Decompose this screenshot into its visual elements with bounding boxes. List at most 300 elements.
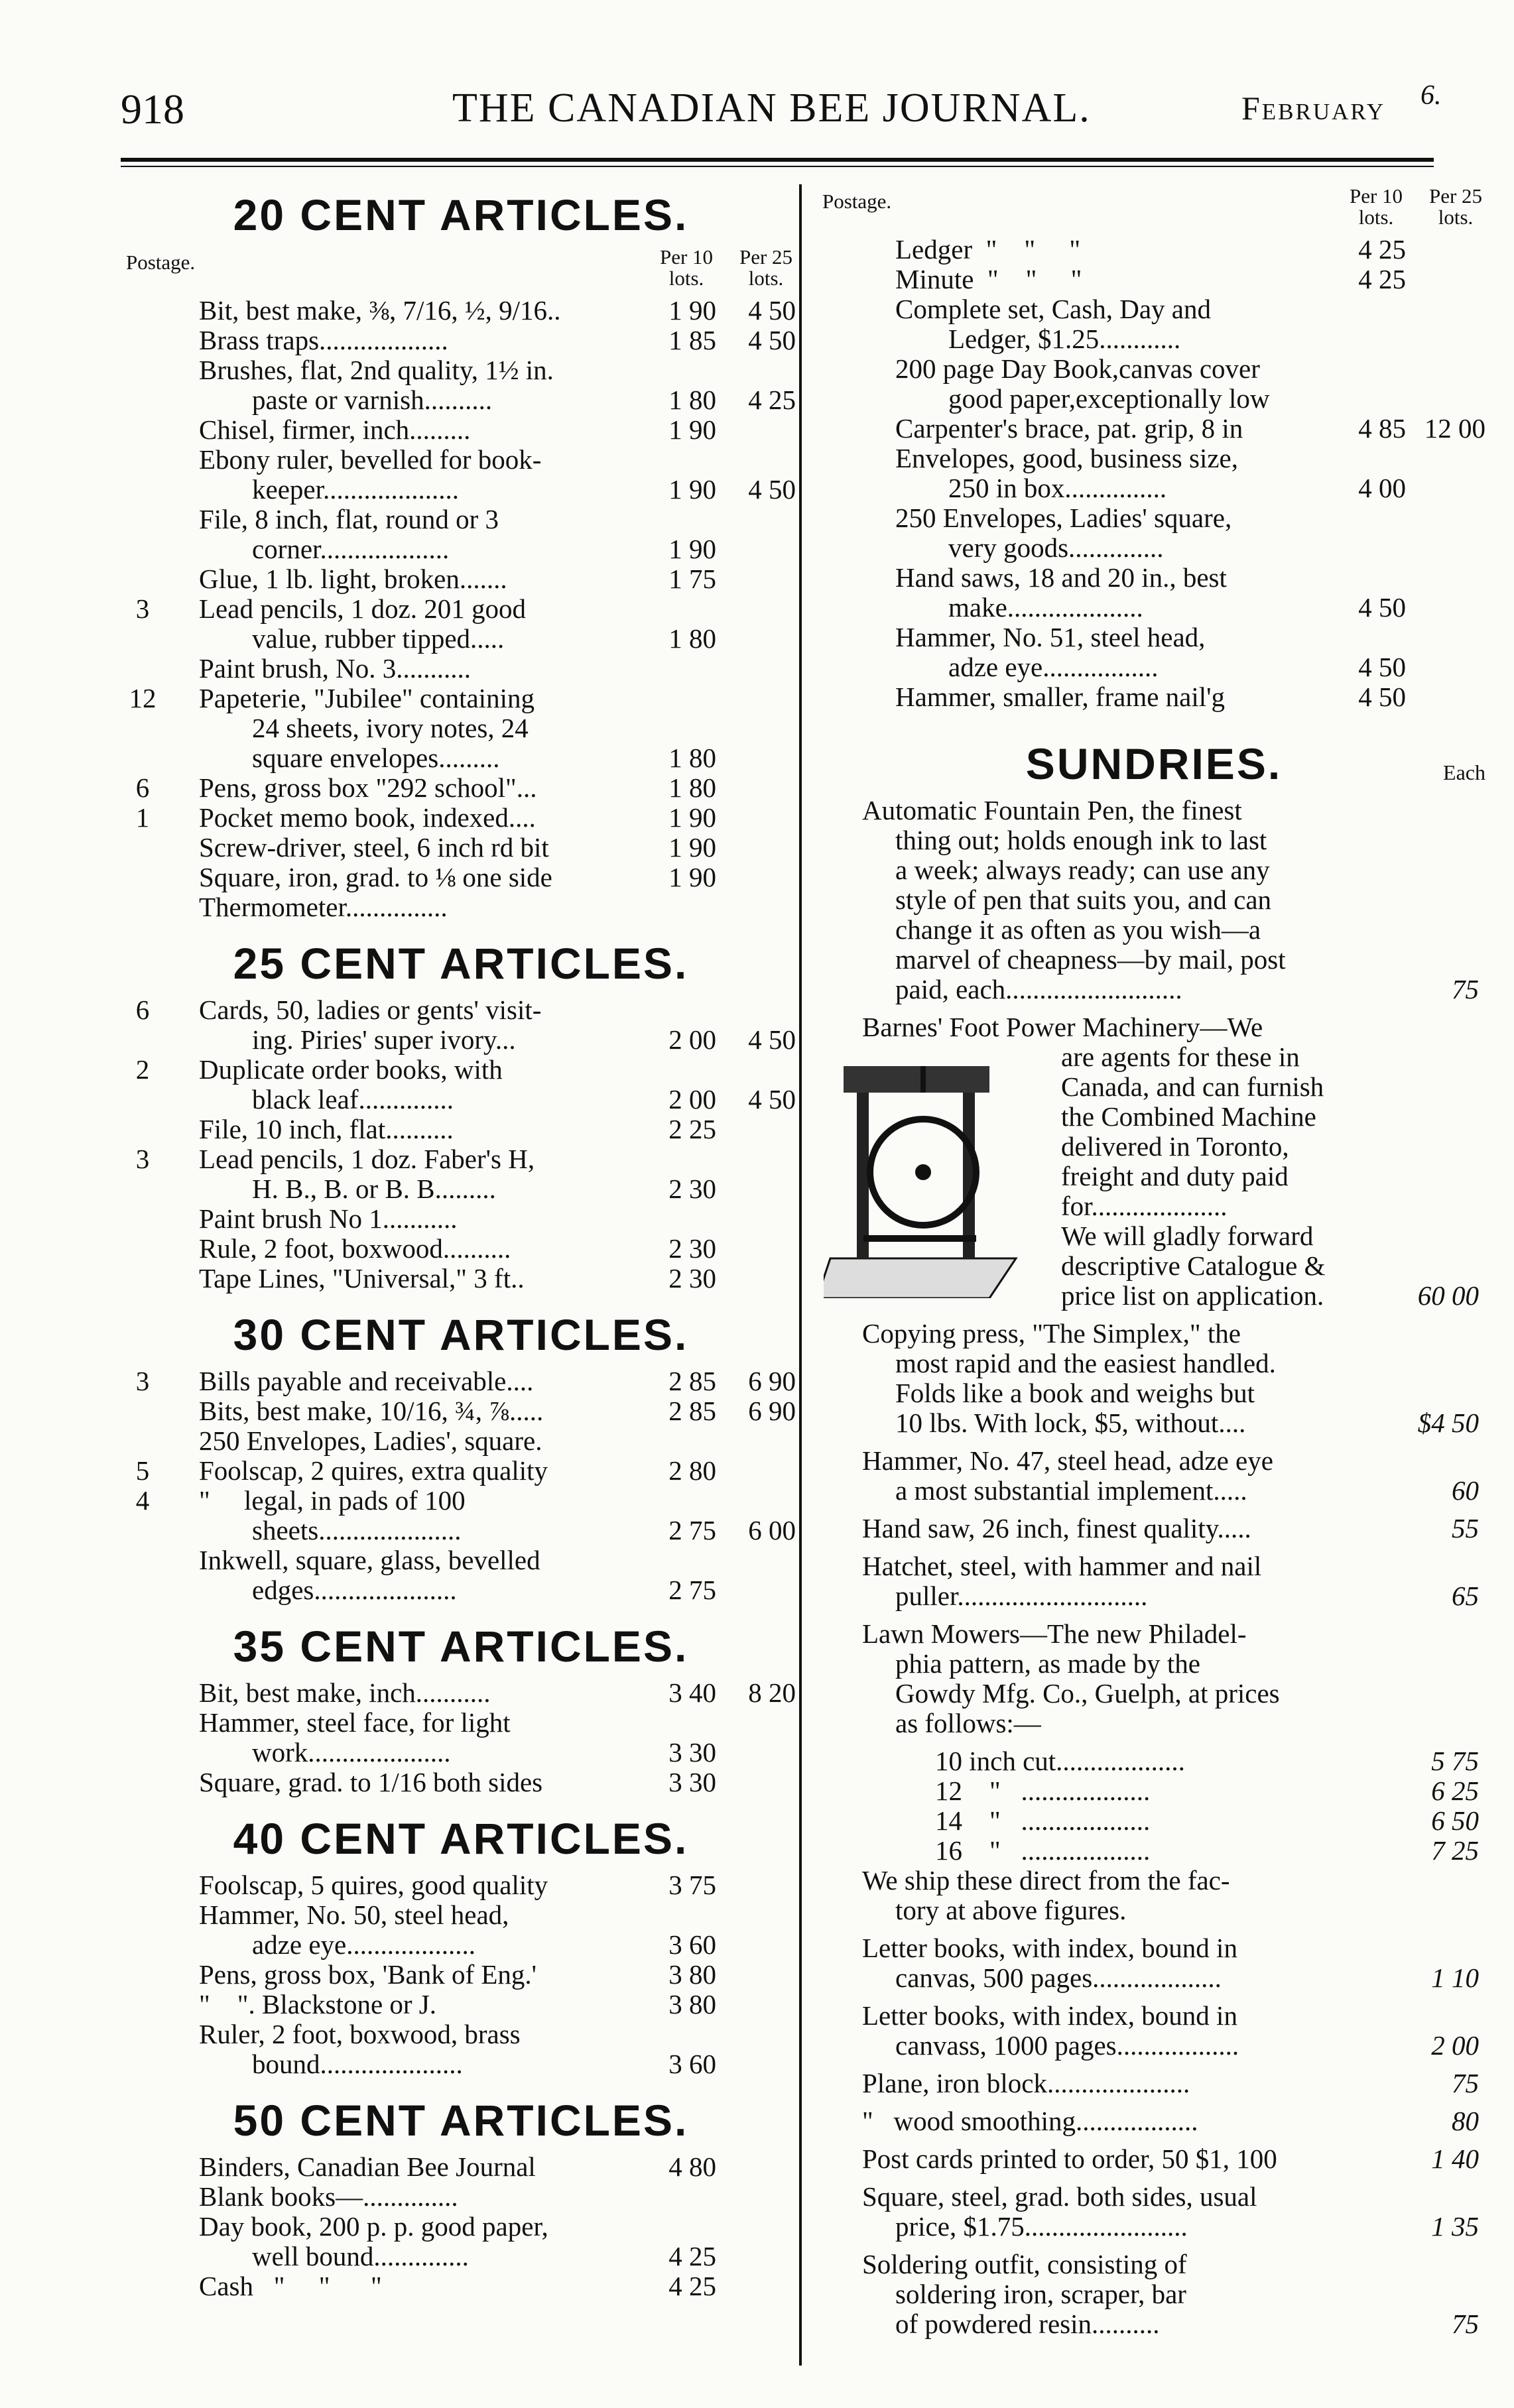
sundry-text: style of pen that suits you, and can bbox=[895, 884, 1272, 915]
price-per-10: 4 85 bbox=[1358, 413, 1406, 444]
sundry-text: Letter books, with index, bound in bbox=[862, 2000, 1237, 2031]
item-description: Lead pencils, 1 doz. 201 good bbox=[199, 593, 527, 624]
price-row bbox=[126, 1768, 796, 1797]
price-row bbox=[126, 1055, 796, 1085]
page-header bbox=[121, 80, 1442, 158]
sundry-text: We will gladly forward bbox=[1061, 1221, 1314, 1251]
each-label: Each bbox=[1443, 760, 1485, 784]
sundry-text: 16 " ................... bbox=[935, 1835, 1151, 1866]
price-row bbox=[126, 2182, 796, 2212]
item-description: bound..................... bbox=[252, 2049, 463, 2079]
item-description: adze eye................. bbox=[948, 652, 1159, 682]
item-description: 250 Envelopes, Ladies', square. bbox=[199, 1425, 542, 1456]
sundry-line bbox=[822, 1378, 1485, 1408]
item-description: sheets..................... bbox=[252, 1515, 462, 1545]
sundry-item bbox=[822, 2069, 1485, 2098]
item-description: value, rubber tipped..... bbox=[252, 623, 505, 654]
sundry-text: Plane, iron block..................... bbox=[862, 2068, 1190, 2098]
sundry-line bbox=[822, 1012, 1485, 1042]
sundry-text: Folds like a book and weighs but bbox=[895, 1378, 1255, 1408]
price-per-10: 2 25 bbox=[668, 1114, 716, 1144]
sundry-item bbox=[822, 1619, 1485, 1738]
sundry-text: Hatchet, steel, with hammer and nail bbox=[862, 1551, 1262, 1581]
sundry-item bbox=[822, 1551, 1485, 1611]
item-description: Complete set, Cash, Day and bbox=[895, 294, 1211, 324]
sundry-text: price, $1.75........................ bbox=[895, 2211, 1188, 2242]
price-row bbox=[126, 1366, 796, 1396]
price-row bbox=[822, 235, 1485, 265]
price-row bbox=[126, 1575, 796, 1605]
item-description: Day book, 200 p. p. good paper, bbox=[199, 2211, 548, 2242]
sundry-text: Automatic Fountain Pen, the finest bbox=[862, 795, 1242, 825]
price-row bbox=[126, 2049, 796, 2079]
price-row bbox=[126, 1144, 796, 1174]
price-per-25: 4 50 bbox=[748, 325, 796, 355]
sundry-text: Hammer, No. 47, steel head, adze eye bbox=[862, 1445, 1273, 1476]
item-description: Rule, 2 foot, boxwood.......... bbox=[199, 1233, 511, 1264]
price-row bbox=[126, 803, 796, 833]
sundry-text: marvel of cheapness—by mail, post bbox=[895, 944, 1286, 975]
sundry-line bbox=[822, 1776, 1485, 1806]
price-row bbox=[822, 414, 1485, 444]
price-per-10: 1 90 bbox=[668, 802, 716, 833]
price-row bbox=[126, 505, 796, 534]
price-row bbox=[822, 623, 1485, 652]
price-row bbox=[126, 2152, 796, 2182]
price-per-10: 2 30 bbox=[668, 1174, 716, 1204]
price-per-10: 1 80 bbox=[668, 772, 716, 803]
sundry-text: Barnes' Foot Power Machinery—We bbox=[862, 1012, 1263, 1042]
section-title: 25 CENT ARTICLES. bbox=[233, 939, 689, 988]
postage-qty: 12 bbox=[129, 683, 157, 713]
price-per-10: 3 60 bbox=[668, 2049, 716, 2079]
price-per-10: 4 25 bbox=[1358, 234, 1406, 265]
price-per-10: 1 90 bbox=[668, 534, 716, 564]
sundry-line bbox=[822, 1551, 1485, 1581]
sundry-item bbox=[822, 1933, 1485, 1993]
sundry-price: 55 bbox=[1452, 1513, 1479, 1543]
sundry-text: 14 " ................... bbox=[935, 1805, 1151, 1836]
section-gap bbox=[126, 1294, 796, 1305]
price-row bbox=[126, 995, 796, 1025]
sundry-text: descriptive Catalogue & bbox=[1061, 1250, 1326, 1281]
sundry-price: 6 50 bbox=[1431, 1805, 1479, 1836]
item-description: very goods.............. bbox=[948, 532, 1164, 563]
price-per-10: 4 25 bbox=[668, 2271, 716, 2301]
sundry-line bbox=[822, 1896, 1485, 1925]
sundry-price: 60 bbox=[1452, 1475, 1479, 1506]
sundry-price: 1 40 bbox=[1431, 2143, 1479, 2174]
item-description: Pens, gross box, 'Bank of Eng.' bbox=[199, 1959, 537, 1990]
price-row bbox=[126, 684, 796, 713]
sundry-line bbox=[822, 2001, 1485, 2031]
sundry-item bbox=[822, 796, 1485, 1004]
section-gap bbox=[126, 2079, 796, 2091]
sundry-line bbox=[822, 1514, 1485, 1543]
sundry-text: Square, steel, grad. both sides, usual bbox=[862, 2181, 1257, 2212]
column-divider bbox=[799, 184, 802, 2366]
item-description: File, 8 inch, flat, round or 3 bbox=[199, 504, 499, 534]
sundry-line bbox=[822, 1746, 1485, 1776]
price-per-25: 4 25 bbox=[748, 385, 796, 415]
price-per-10: 2 00 bbox=[668, 1084, 716, 1114]
price-row bbox=[126, 624, 796, 654]
item-description: Pens, gross box "292 school"... bbox=[199, 772, 537, 803]
price-row bbox=[126, 1174, 796, 1204]
price-row bbox=[126, 1456, 796, 1486]
header-rule bbox=[121, 158, 1434, 162]
item-description: Ebony ruler, bevelled for book- bbox=[199, 444, 542, 475]
sundry-line bbox=[822, 885, 1485, 915]
price-per-10: 4 50 bbox=[1358, 592, 1406, 623]
item-description: Bit, best make, ⅜, 7/16, ½, 9/16.. bbox=[199, 295, 561, 326]
price-per-25: 6 90 bbox=[748, 1366, 796, 1396]
item-description: Hammer, smaller, frame nail'g bbox=[895, 682, 1226, 712]
sundry-line bbox=[822, 1806, 1485, 1836]
sundry-text: puller............................ bbox=[895, 1581, 1148, 1611]
item-description: work..................... bbox=[252, 1737, 451, 1768]
price-row bbox=[126, 1545, 796, 1575]
price-row bbox=[126, 594, 796, 624]
sundry-text: canvas, 500 pages................... bbox=[895, 1962, 1222, 1993]
price-row bbox=[126, 1204, 796, 1234]
price-per-25: 4 50 bbox=[748, 1084, 796, 1114]
price-per-10: 3 80 bbox=[668, 1959, 716, 1990]
price-row bbox=[126, 355, 796, 385]
sundry-line bbox=[822, 825, 1485, 855]
price-row bbox=[126, 833, 796, 863]
item-description: " legal, in pads of 100 bbox=[199, 1485, 466, 1516]
price-row bbox=[822, 533, 1485, 563]
item-description: Chisel, firmer, inch......... bbox=[199, 414, 471, 445]
price-row bbox=[126, 1025, 796, 1055]
price-row bbox=[126, 1085, 796, 1114]
price-per-10: 3 30 bbox=[668, 1767, 716, 1797]
price-row bbox=[822, 294, 1485, 324]
price-per-10: 2 75 bbox=[668, 1515, 716, 1545]
price-per-10: 1 75 bbox=[668, 564, 716, 594]
price-row bbox=[126, 2212, 796, 2242]
postage-qty: 5 bbox=[135, 1455, 150, 1486]
section-gap bbox=[126, 1605, 796, 1617]
item-description: corner................... bbox=[252, 534, 450, 564]
price-per-10: 1 85 bbox=[668, 325, 716, 355]
postage-qty: 1 bbox=[135, 802, 150, 833]
sundry-item bbox=[822, 1514, 1485, 1543]
price-per-10: 4 25 bbox=[1358, 264, 1406, 294]
sundry-price: 80 bbox=[1452, 2106, 1479, 2136]
item-description: Cash " " " bbox=[199, 2271, 382, 2301]
sundry-line bbox=[822, 2106, 1485, 2136]
price-per-10: 1 90 bbox=[668, 832, 716, 863]
item-description: Hammer, No. 50, steel head, bbox=[199, 1899, 509, 1930]
left-per10-label: Per 10 lots. bbox=[659, 245, 714, 290]
sundry-price: $4 50 bbox=[1417, 1408, 1479, 1438]
sundry-item bbox=[822, 2182, 1485, 2242]
sundry-text: Copying press, "The Simplex," the bbox=[862, 1318, 1241, 1349]
price-per-10: 3 80 bbox=[668, 1989, 716, 2019]
price-row bbox=[126, 863, 796, 892]
sundry-text: Gowdy Mfg. Co., Guelph, at prices bbox=[895, 1678, 1280, 1709]
sundry-text: soldering iron, scraper, bar bbox=[895, 2279, 1186, 2309]
sundry-text: as follows:— bbox=[895, 1708, 1041, 1738]
price-per-10: 2 30 bbox=[668, 1263, 716, 1294]
sundry-price: 6 25 bbox=[1431, 1776, 1479, 1806]
sundry-line bbox=[822, 1319, 1485, 1349]
item-description: ing. Piries' super ivory... bbox=[252, 1024, 516, 1055]
sundry-item bbox=[822, 2106, 1485, 2136]
sundry-text: tory at above figures. bbox=[895, 1895, 1127, 1925]
sundry-text: of powdered resin.......... bbox=[895, 2309, 1160, 2339]
sundry-text: phia pattern, as made by the bbox=[895, 1648, 1200, 1679]
sundry-line bbox=[822, 1446, 1485, 1476]
sundry-text: Hand saw, 26 inch, finest quality..... bbox=[862, 1513, 1251, 1543]
item-description: Binders, Canadian Bee Journal bbox=[199, 2151, 536, 2182]
sundry-price: 75 bbox=[1452, 2309, 1479, 2339]
price-row bbox=[126, 2242, 796, 2271]
price-per-25: 4 50 bbox=[748, 1024, 796, 1055]
right-per10-label: Per 10 lots. bbox=[1349, 184, 1403, 229]
price-row bbox=[126, 2271, 796, 2301]
price-per-10: 2 75 bbox=[668, 1575, 716, 1605]
price-row bbox=[126, 1960, 796, 1990]
item-description: well bound.............. bbox=[252, 2241, 469, 2271]
price-per-10: 3 40 bbox=[668, 1677, 716, 1708]
sundry-text: Letter books, with index, bound in bbox=[862, 1933, 1237, 1963]
sundry-item bbox=[822, 1836, 1485, 1866]
item-description: Pocket memo book, indexed.... bbox=[199, 802, 536, 833]
sundry-line bbox=[822, 2309, 1485, 2339]
price-per-25: 6 00 bbox=[748, 1515, 796, 1545]
item-description: Inkwell, square, glass, bevelled bbox=[199, 1545, 540, 1575]
price-row bbox=[126, 1114, 796, 1144]
price-per-10: 3 30 bbox=[668, 1737, 716, 1768]
item-description: Carpenter's brace, pat. grip, 8 in bbox=[895, 413, 1243, 444]
sundry-price: 2 00 bbox=[1431, 2030, 1479, 2061]
foot-power-machine-illustration bbox=[824, 1040, 1023, 1298]
item-description: 200 page Day Book,canvas cover bbox=[895, 353, 1260, 384]
sundry-line bbox=[822, 1866, 1485, 1896]
price-per-25: 6 90 bbox=[748, 1396, 796, 1426]
item-description: good paper,exceptionally low bbox=[948, 383, 1270, 414]
postage-qty: 3 bbox=[135, 1144, 150, 1174]
price-per-10: 1 90 bbox=[668, 862, 716, 892]
sundry-line bbox=[822, 2279, 1485, 2309]
item-description: Duplicate order books, with bbox=[199, 1054, 503, 1085]
postage-qty: 6 bbox=[135, 994, 150, 1025]
sundry-text: Canada, and can furnish bbox=[1061, 1071, 1324, 1102]
sundry-text: 10 inch cut................... bbox=[935, 1746, 1185, 1776]
sundry-item bbox=[822, 2001, 1485, 2061]
item-description: Bit, best make, inch........... bbox=[199, 1677, 491, 1708]
left-price-header bbox=[126, 247, 796, 296]
price-row bbox=[822, 682, 1485, 712]
price-per-25: 4 50 bbox=[748, 474, 796, 505]
sundry-item bbox=[822, 1446, 1485, 1506]
price-row bbox=[822, 473, 1485, 503]
item-description: Foolscap, 2 quires, extra quality bbox=[199, 1455, 548, 1486]
price-row bbox=[126, 534, 796, 564]
price-row bbox=[126, 1738, 796, 1768]
price-row bbox=[822, 265, 1485, 294]
price-per-10: 2 30 bbox=[668, 1233, 716, 1264]
item-description: Minute " " " bbox=[895, 264, 1082, 294]
sundry-line bbox=[822, 1933, 1485, 1963]
price-row bbox=[822, 652, 1485, 682]
right-postage-label: Postage. bbox=[822, 190, 892, 213]
item-description: Bills payable and receivable.... bbox=[199, 1366, 534, 1396]
price-per-10: 2 00 bbox=[668, 1024, 716, 1055]
price-row bbox=[126, 1486, 796, 1516]
price-row bbox=[822, 354, 1485, 384]
section-title: 35 CENT ARTICLES. bbox=[233, 1622, 689, 1671]
price-row bbox=[126, 1426, 796, 1456]
price-row bbox=[126, 713, 796, 743]
sundry-line bbox=[822, 855, 1485, 885]
price-row bbox=[126, 743, 796, 773]
sundry-text: 10 lbs. With lock, $5, without.... bbox=[895, 1408, 1246, 1438]
sundry-text: thing out; holds enough ink to last bbox=[895, 825, 1267, 855]
sundry-text: Post cards printed to order, 50 $1, 100 bbox=[862, 2143, 1277, 2174]
journal-title: THE CANADIAN BEE JOURNAL. bbox=[452, 86, 1091, 131]
section-title: 30 CENT ARTICLES. bbox=[233, 1310, 689, 1359]
item-description: keeper.................... bbox=[252, 474, 459, 505]
item-description: paste or varnish.......... bbox=[252, 385, 493, 415]
price-row bbox=[822, 444, 1485, 473]
postage-qty: 2 bbox=[135, 1054, 150, 1085]
price-per-10: 4 25 bbox=[668, 2241, 716, 2271]
price-row bbox=[126, 1516, 796, 1545]
right-price-header bbox=[822, 186, 1485, 235]
item-description: 24 sheets, ivory notes, 24 bbox=[252, 713, 529, 743]
price-row bbox=[126, 892, 796, 922]
price-row bbox=[126, 445, 796, 475]
sundry-line bbox=[822, 2250, 1485, 2279]
sundry-item bbox=[822, 1806, 1485, 1836]
section-gap bbox=[126, 1797, 796, 1809]
price-row bbox=[126, 326, 796, 355]
item-description: edges..................... bbox=[252, 1575, 457, 1605]
sundry-price: 1 10 bbox=[1431, 1962, 1479, 1993]
item-description: Ledger, $1.25............ bbox=[948, 324, 1181, 354]
sundry-price: 60 00 bbox=[1417, 1280, 1479, 1311]
sundry-line bbox=[822, 1619, 1485, 1649]
sundry-text: Lawn Mowers—The new Philadel- bbox=[862, 1618, 1247, 1649]
item-description: adze eye................... bbox=[252, 1929, 475, 1960]
price-row bbox=[126, 385, 796, 415]
price-row bbox=[126, 1990, 796, 2019]
price-per-10: 1 80 bbox=[668, 385, 716, 415]
sundry-text: price list on application. bbox=[1061, 1280, 1324, 1311]
item-description: Brass traps................... bbox=[199, 325, 448, 355]
left-per25-label: Per 25 lots. bbox=[739, 245, 793, 290]
sundry-line bbox=[822, 945, 1485, 975]
sundry-item bbox=[822, 1866, 1485, 1925]
sundry-price: 1 35 bbox=[1431, 2211, 1479, 2242]
item-description: Glue, 1 lb. light, broken....... bbox=[199, 564, 507, 594]
sundry-text: 12 " ................... bbox=[935, 1776, 1151, 1806]
item-description: Blank books—.............. bbox=[199, 2181, 458, 2212]
price-per-10: 4 80 bbox=[668, 2151, 716, 2182]
price-row bbox=[126, 564, 796, 594]
sundry-item bbox=[822, 1746, 1485, 1776]
price-row bbox=[126, 1930, 796, 1960]
item-description: " ". Blackstone or J. bbox=[199, 1989, 437, 2019]
sundry-price: 7 25 bbox=[1431, 1835, 1479, 1866]
sundry-price: 5 75 bbox=[1431, 1746, 1479, 1776]
sundry-item bbox=[822, 1776, 1485, 1806]
price-per-10: 2 80 bbox=[668, 1455, 716, 1486]
sundry-text: " wood smoothing.................. bbox=[862, 2106, 1198, 2136]
sundry-line bbox=[822, 915, 1485, 945]
sundry-item bbox=[822, 1319, 1485, 1438]
item-description: H. B., B. or B. B......... bbox=[252, 1174, 496, 1204]
price-per-25: 8 20 bbox=[748, 1677, 796, 1708]
price-row bbox=[126, 773, 796, 803]
sundry-line bbox=[822, 2212, 1485, 2242]
price-row bbox=[126, 654, 796, 684]
sundry-line bbox=[822, 1581, 1485, 1611]
sundry-text: delivered in Toronto, bbox=[1061, 1131, 1289, 1162]
price-row bbox=[822, 384, 1485, 414]
section-title: 40 CENT ARTICLES. bbox=[233, 1814, 689, 1863]
item-description: Hand saws, 18 and 20 in., best bbox=[895, 562, 1227, 593]
item-description: Square, grad. to 1/16 both sides bbox=[199, 1767, 543, 1797]
sundry-price: 65 bbox=[1452, 1581, 1479, 1611]
price-per-10: 4 50 bbox=[1358, 682, 1406, 712]
postage-qty: 3 bbox=[135, 593, 150, 624]
sundry-line bbox=[822, 1836, 1485, 1866]
sundry-text: We ship these direct from the fac- bbox=[862, 1865, 1230, 1896]
issue-month: February bbox=[1241, 90, 1386, 127]
price-row bbox=[126, 1870, 796, 1900]
item-description: Hammer, steel face, for light bbox=[199, 1707, 511, 1738]
price-row bbox=[126, 296, 796, 326]
sundry-text: paid, each.......................... bbox=[895, 974, 1182, 1004]
postage-qty: 3 bbox=[135, 1366, 150, 1396]
item-description: File, 10 inch, flat.......... bbox=[199, 1114, 454, 1144]
item-description: Cards, 50, ladies or gents' visit- bbox=[199, 994, 542, 1025]
item-description: make.................... bbox=[948, 592, 1143, 623]
item-description: Foolscap, 5 quires, good quality bbox=[199, 1870, 548, 1900]
sundry-text: for.................... bbox=[1061, 1191, 1228, 1221]
price-per-10: 1 90 bbox=[668, 295, 716, 326]
sundry-line bbox=[822, 796, 1485, 825]
sundry-line bbox=[822, 1408, 1485, 1438]
price-per-10: 2 85 bbox=[668, 1396, 716, 1426]
price-row bbox=[822, 563, 1485, 593]
page-number: 918 bbox=[121, 86, 184, 133]
price-row bbox=[822, 503, 1485, 533]
sundry-line bbox=[822, 975, 1485, 1004]
sundry-line bbox=[822, 1963, 1485, 1993]
sundry-text: freight and duty paid bbox=[1061, 1161, 1289, 1191]
item-description: Papeterie, "Jubilee" containing bbox=[199, 683, 535, 713]
left-postage-label: Postage. bbox=[126, 251, 196, 274]
sundry-line bbox=[822, 1476, 1485, 1506]
sundries-list bbox=[822, 796, 1485, 2339]
price-per-25: 12 00 bbox=[1424, 413, 1485, 444]
price-row bbox=[126, 2019, 796, 2049]
price-per-10: 3 75 bbox=[668, 1870, 716, 1900]
price-row bbox=[822, 324, 1485, 354]
item-description: Ledger " " " bbox=[895, 234, 1081, 265]
sundry-line bbox=[822, 2182, 1485, 2212]
price-per-25: 4 50 bbox=[748, 295, 796, 326]
item-description: black leaf.............. bbox=[252, 1084, 454, 1114]
sundry-text: most rapid and the easiest handled. bbox=[895, 1348, 1276, 1378]
postage-qty: 4 bbox=[135, 1485, 150, 1516]
